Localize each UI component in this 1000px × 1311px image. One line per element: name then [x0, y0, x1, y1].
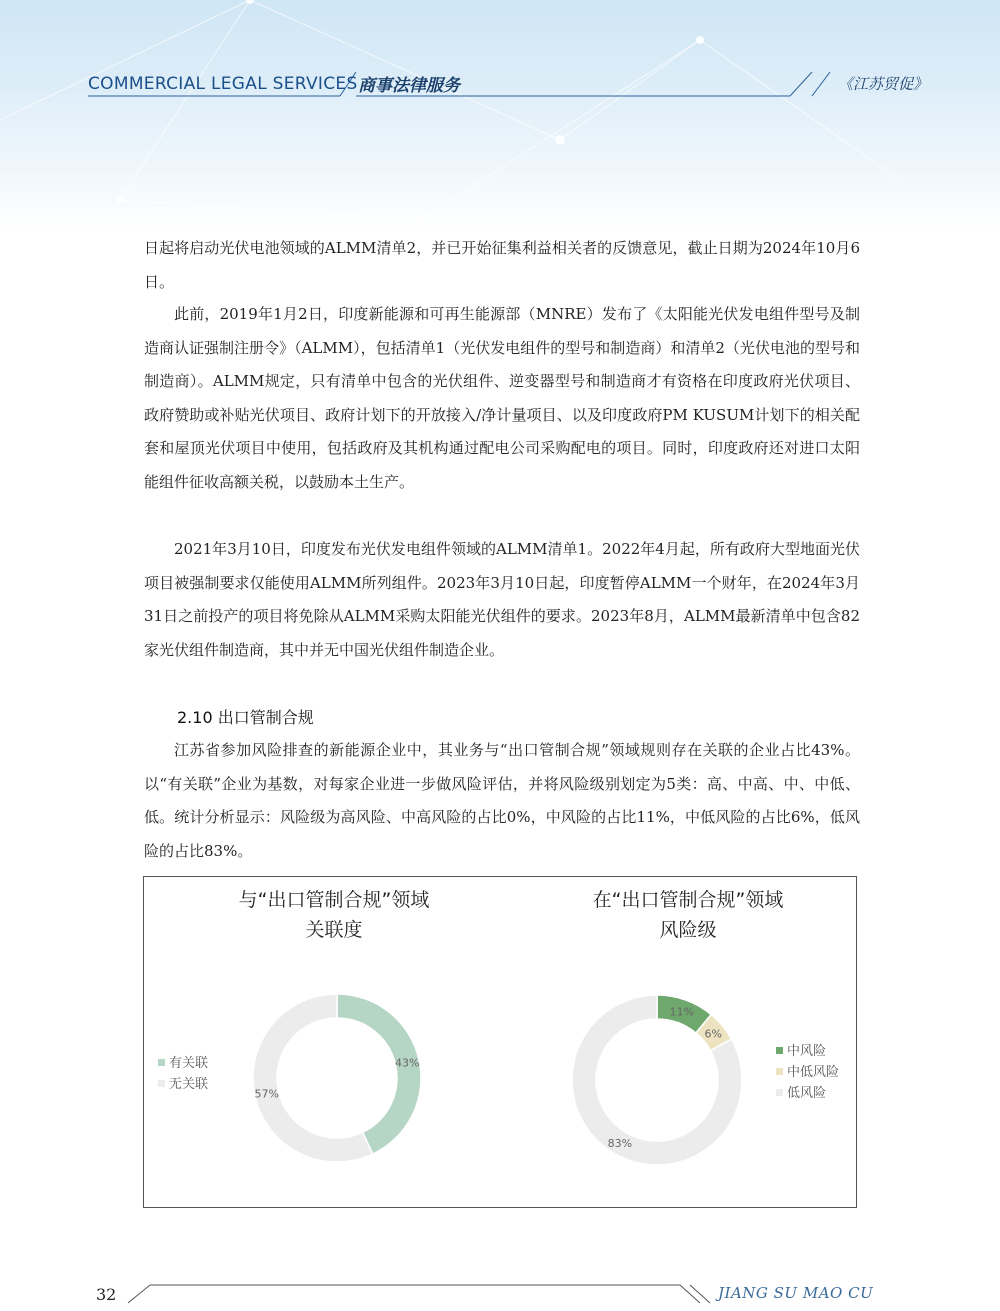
chart-2-legend-label-3: 低风险 [787, 1086, 827, 1101]
donut-charts [144, 877, 856, 1207]
chart-2-title-line2: 风险级 [659, 919, 717, 941]
paragraph-2: 此前，2019年1月2日，印度新能源和可再生能源部（MNRE）发布了《太阳能光伏发电组件型号及制造商认证强制注册令》（ALMM），包括清单1（光伏发电组件的型号和制造商）和清单2（光伏电池的型号和制造商）。ALMM规定，只有清单中包含的光伏组件、逆变器型号和制造商才有资格在印度政府光伏项目、政府赞助或补贴光伏项目、政府计划下的开放接入/净计量项目、以及印度政府PM KUSUM计划下的相关配套和屋顶光伏项目中使用，包括政府及其机构通过配电公司采购配电的项目。同时，印度政府还对进口太阳能组件征收高额关税，以鼓励本土生产。 [144, 305, 860, 491]
header-magazine-name: 《江苏贸促》 [838, 75, 929, 93]
paragraph-4: 江苏省参加风险排查的新能源企业中，其业务与“出口管制合规”领域规则存在关联的企业占比43%。以“有关联”企业为基数，对每家企业进一步做风险评估，并将风险级别划定为5类：高、中高、中、中低、低。统计分析显示：风险级为高风险、中高风险的占比0%，中风险的占比11%，中低风险的占比6%，低风险的占比83%。 [144, 741, 860, 860]
chart-1-title-line2: 关联度 [305, 919, 363, 941]
chart-2-legend-label-2: 中低风险 [787, 1065, 840, 1080]
chart-2-title-line1: 在“出口管制合规”领域 [592, 889, 784, 911]
chart-1-legend-label-2: 无关联 [169, 1077, 209, 1092]
chart-2-data-label-3: 83% [607, 1136, 633, 1150]
chart-1-slice-1 [337, 994, 421, 1154]
chart-2-legend-label-1: 中风险 [787, 1044, 827, 1059]
chart-2-legend-swatch-3 [776, 1089, 783, 1096]
header-en-title: COMMERCIAL LEGAL SERVICES [88, 74, 358, 94]
chart-box [143, 876, 857, 1208]
chart-1-title-line1: 与“出口管制合规”领域 [238, 889, 430, 911]
header-banner [0, 0, 1000, 230]
footer-magazine-name: JIANG SU MAO CU [718, 1284, 874, 1302]
chart-2-legend-swatch-2 [776, 1068, 783, 1075]
chart-1-data-label-2: 57% [254, 1087, 279, 1101]
chart-2-legend-swatch-1 [776, 1047, 783, 1054]
paragraph-1: 日起将启动光伏电池领域的ALMM清单2，并已开始征集利益相关者的反馈意见，截止日期为2024年10月6日。 [144, 239, 860, 291]
paragraph-3: 2021年3月10日，印度发布光伏发电组件领域的ALMM清单1。2022年4月起，所有政府大型地面光伏项目被强制要求仅能使用ALMM所列组件。2023年3月10日起，印度暂停ALMM一个财年，在2024年3月31日之前投产的项目将免除从ALMM采购太阳能光伏组件的要求。2023年8月，ALMM最新清单中包含82家光伏组件制造商，其中并无中国光伏组件制造企业。 [144, 540, 860, 659]
chart-2-data-label-2: 6% [704, 1027, 722, 1041]
header-decoration [0, 0, 1000, 230]
chart-1-legend-label-1: 有关联 [169, 1056, 209, 1071]
header-cn-title: 商事法律服务 [358, 76, 460, 96]
section-title: 2.10 出口管制合规 [177, 708, 314, 727]
chart-1-data-label-1: 43% [395, 1056, 420, 1070]
chart-2-data-label-1: 11% [669, 1005, 694, 1019]
page-number: 32 [96, 1285, 117, 1304]
chart-1-legend-swatch-1 [158, 1059, 165, 1066]
chart-1-legend-swatch-2 [158, 1080, 165, 1087]
